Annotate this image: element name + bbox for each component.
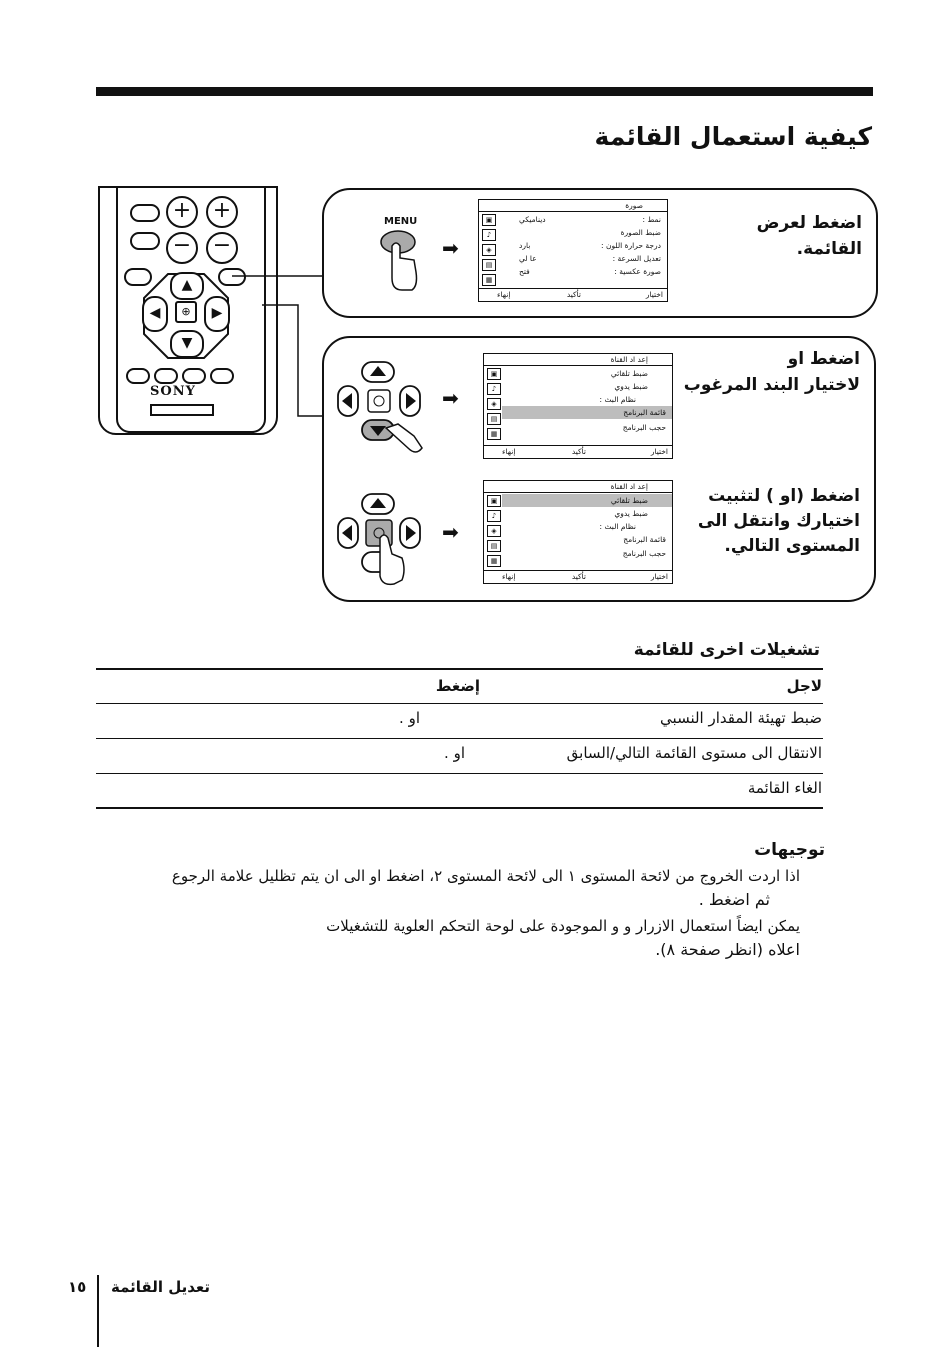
- up-arrow-icon: ▲: [170, 272, 204, 300]
- osd-row: حجب البرنامج: [622, 423, 666, 432]
- osd-header: صورة: [479, 200, 667, 212]
- sound-icon: ♪: [487, 383, 501, 395]
- tuning-icon: ◈: [482, 244, 496, 256]
- table-rule: [96, 773, 823, 774]
- osd-screen-1: [478, 199, 668, 302]
- osd-footer: اختيار تأكيد إنهاء: [479, 288, 667, 301]
- table-row-press: او .: [399, 709, 420, 727]
- osd-row: نظام البث :: [599, 395, 636, 404]
- footer-section-title: تعديل القائمة: [111, 1278, 210, 1296]
- osd-icon-column: [487, 495, 501, 570]
- osd-icon-column: [482, 214, 496, 289]
- down-arrow-icon: ▼: [170, 330, 204, 358]
- table-bottom-rule: [96, 807, 823, 809]
- page-title: كيفية استعمال القائمة: [594, 122, 872, 151]
- step3-line2: اختيارك وانتقل الى: [697, 511, 860, 531]
- note-line3: يمكن ايضاً استعمال الازرار و و الموجودة على لوحة التحكم العلوية للتشغيلات: [326, 917, 800, 935]
- col-press-header: إضغط: [435, 677, 480, 695]
- osd-screen-3: [483, 480, 673, 584]
- minus-icon: −: [166, 232, 198, 264]
- osd-row-highlighted: ضبط تلقائي: [502, 494, 672, 507]
- channel-icon: ▤: [487, 540, 501, 552]
- osd-row: نظام البث :: [599, 522, 636, 531]
- hand-pressing-menu-icon: [378, 228, 418, 292]
- setup-icon: ▦: [482, 274, 496, 286]
- osd-footer: اختيار تأكيد إنهاء: [484, 570, 672, 583]
- dpad-press-center-icon: [336, 492, 426, 588]
- plus-icon: +: [166, 196, 198, 228]
- channel-icon: ▤: [487, 413, 501, 425]
- osd-row-highlighted: قائمة البرنامج: [502, 406, 672, 419]
- setup-icon: ▦: [487, 555, 501, 567]
- note-line1: اذا اردت الخروج من لائحة المستوى ١ الى لائحة المستوى ٢، اضغط او الى ان يتم تظليل علامة الرجوع: [171, 867, 800, 885]
- picture-icon: ▣: [487, 368, 501, 380]
- osd-row: درجة حرارة اللون : بارد: [519, 241, 661, 250]
- tuning-icon: ◈: [487, 525, 501, 537]
- ok-button-icon: ⊕: [175, 301, 197, 323]
- osd-header: إعد اد القناة: [484, 481, 672, 493]
- picture-icon: ▣: [482, 214, 496, 226]
- table-rule: [96, 738, 823, 739]
- note-line2: ثم اضغط .: [698, 890, 770, 909]
- table-row-purpose: ضبط تهيئة المقدار النسبي: [660, 709, 822, 727]
- left-arrow-icon: ◀: [142, 296, 168, 332]
- osd-header: إعد اد القناة: [484, 354, 672, 366]
- osd-row: صورة عكسية : فتح: [519, 267, 661, 276]
- note-line4: اعلاه (انظر صفحة ٨).: [655, 940, 800, 959]
- table-top-rule: [96, 668, 823, 670]
- table-row-purpose: الانتقال الى مستوى القائمة التالي/السابق: [566, 744, 822, 762]
- right-arrow-icon: ➡: [442, 386, 459, 410]
- osd-row: نمط : ديناميكي: [519, 215, 661, 224]
- footer-vertical-rule: [97, 1275, 99, 1347]
- sound-icon: ♪: [482, 229, 496, 241]
- step2-line2: لاختيار البند المرغوب: [683, 375, 860, 395]
- page-number: ١٥: [68, 1278, 87, 1296]
- dpad-press-down-icon: [336, 358, 426, 458]
- osd-row: ضبط يدوي: [614, 509, 648, 518]
- menu-button-label: MENU: [384, 216, 418, 227]
- step3-line1: اضغط (او ) لتثبيت: [708, 486, 860, 506]
- col-purpose-header: لاجل: [786, 677, 822, 695]
- table-row-purpose: الغاء القائمة: [747, 779, 822, 797]
- plus-icon: +: [206, 196, 238, 228]
- osd-icon-column: [487, 368, 501, 443]
- osd-row: حجب البرنامج: [622, 549, 666, 558]
- notes-heading: توجيهات: [754, 840, 825, 860]
- step2-line1: اضغط او: [787, 349, 860, 369]
- table-rule: [96, 703, 823, 704]
- step3-line3: المستوى التالي.: [724, 536, 860, 556]
- osd-row: ضبط يدوي: [614, 382, 648, 391]
- remote-brand: SONY: [150, 384, 196, 399]
- operations-heading: تشغيلات اخرى للقائمة: [633, 640, 820, 660]
- sound-icon: ♪: [487, 510, 501, 522]
- step1-line1: اضغط لعرض: [756, 213, 862, 233]
- osd-row: قائمة البرنامج: [623, 535, 666, 544]
- right-arrow-icon: ➡: [442, 520, 459, 544]
- osd-screen-2: [483, 353, 673, 459]
- osd-row: تعديل السرعة : عا لي: [519, 254, 661, 263]
- osd-row: ضبط الصورة: [620, 228, 661, 237]
- tuning-icon: ◈: [487, 398, 501, 410]
- table-row-press: او .: [444, 744, 465, 762]
- minus-icon: −: [206, 232, 238, 264]
- step1-line2: القائمة.: [796, 239, 862, 259]
- osd-footer: اختيار تأكيد إنهاء: [484, 445, 672, 458]
- osd-row: ضبط تلقائي: [610, 369, 648, 378]
- channel-icon: ▤: [482, 259, 496, 271]
- picture-icon: ▣: [487, 495, 501, 507]
- right-arrow-icon: ▶: [204, 296, 230, 332]
- right-arrow-icon: ➡: [442, 236, 459, 260]
- setup-icon: ▦: [487, 428, 501, 440]
